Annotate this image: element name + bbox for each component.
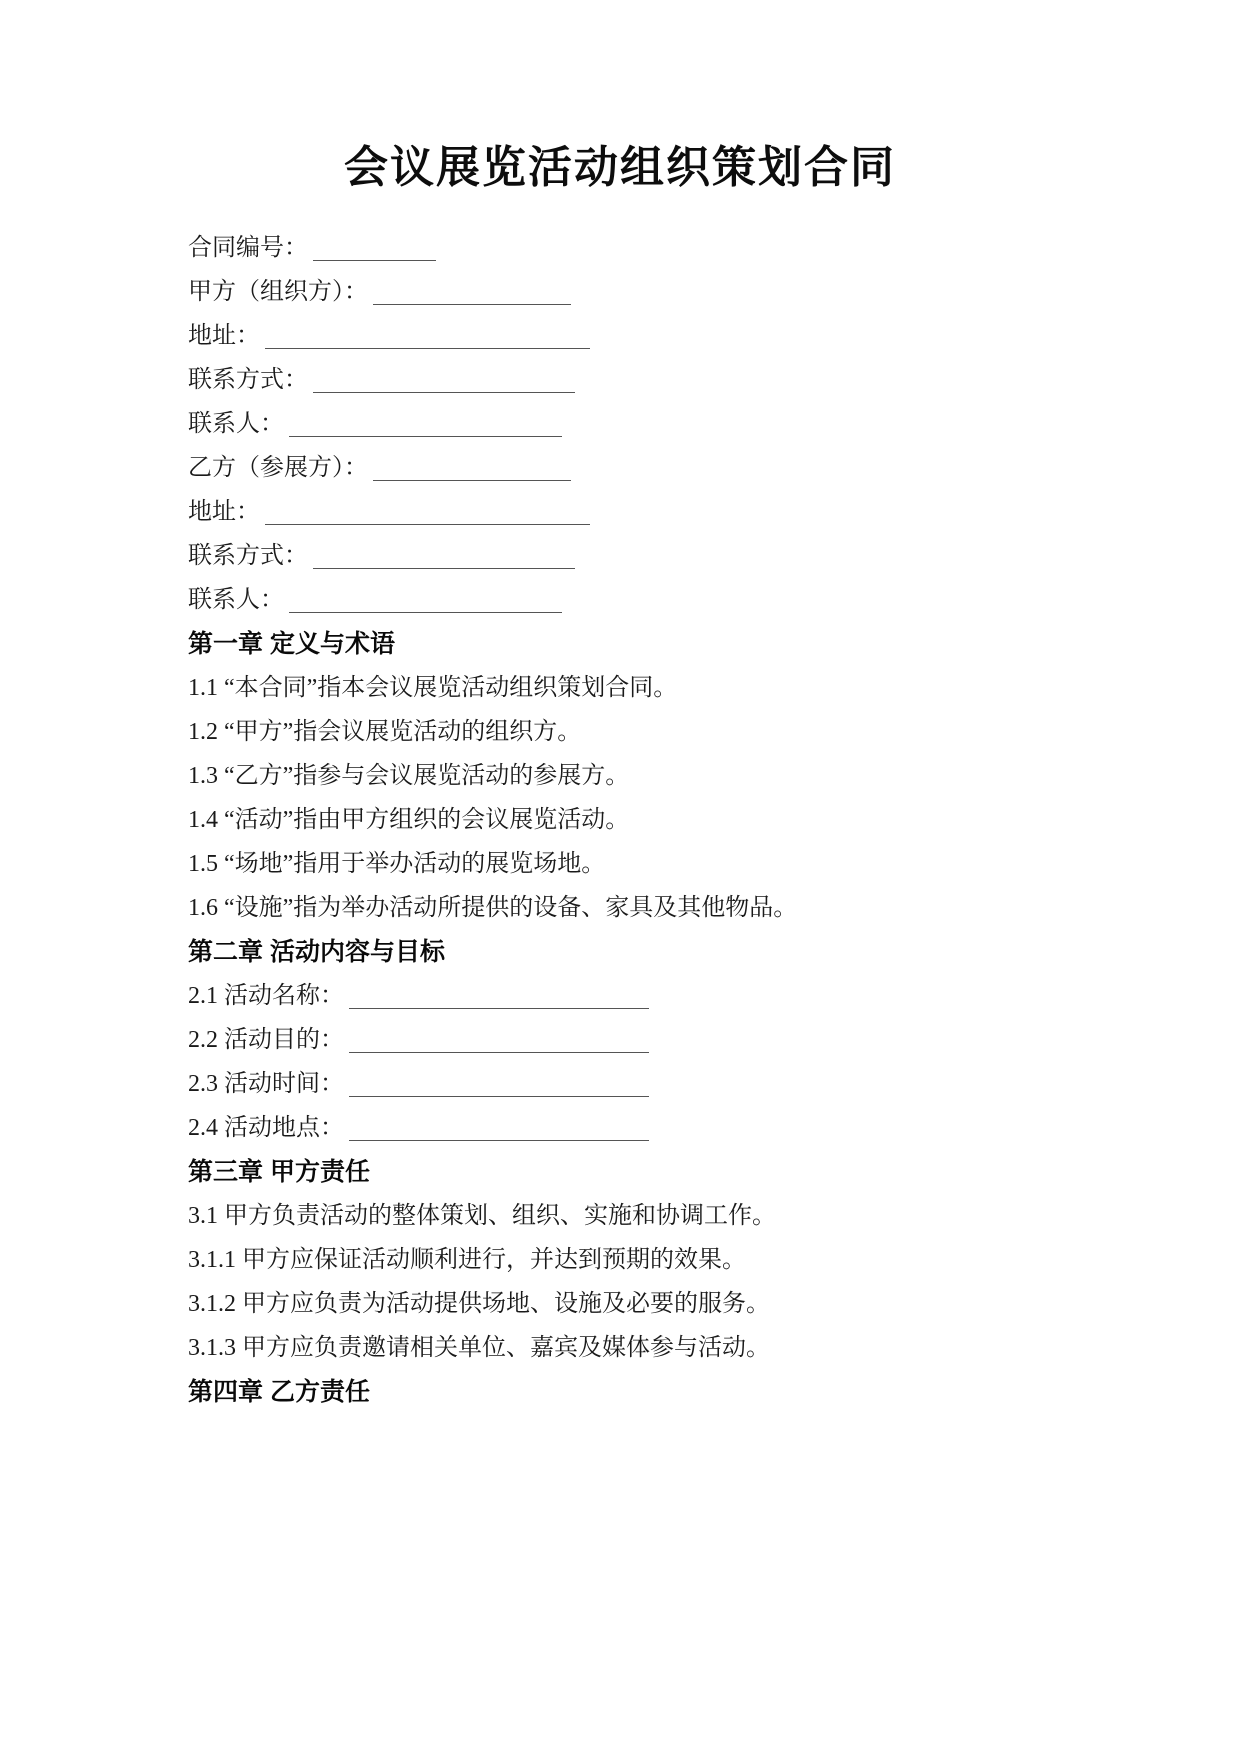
fill-in-blank [289, 434, 562, 437]
field-label: 合同编号： [188, 235, 308, 261]
field-label: 2.2 活动目的： [188, 1027, 344, 1053]
fill-in-blank [373, 302, 571, 305]
contract-clause: 1.4 “活动”指由甲方组织的会议展览活动。 [188, 807, 630, 833]
document-title: 会议展览活动组织策划合同 [344, 143, 896, 192]
contract-clause: 1.3 “乙方”指参与会议展览活动的参展方。 [188, 763, 630, 789]
field-line-activity-purpose [188, 1018, 1180, 1062]
fill-in-blank [349, 1138, 649, 1141]
fill-in-blank [289, 610, 562, 613]
field-label: 联系方式： [188, 543, 308, 569]
field-line-party-b [188, 446, 1180, 490]
contract-clause: 3.1.3 甲方应负责邀请相关单位、嘉宾及媒体参与活动。 [188, 1335, 770, 1361]
field-line-party-a-address [188, 314, 1180, 358]
fill-in-blank [373, 478, 571, 481]
field-label: 联系人： [188, 587, 284, 613]
field-label: 联系方式： [188, 367, 308, 393]
fill-in-blank [349, 1006, 649, 1009]
field-line-activity-name [188, 974, 1180, 1018]
field-label: 乙方（参展方）： [188, 455, 368, 481]
field-label: 地址： [188, 323, 260, 349]
fill-in-blank [313, 566, 575, 569]
field-line-party-b-contact-person [188, 578, 1180, 622]
field-line-activity-time [188, 1062, 1180, 1106]
chapter-2-heading: 第二章 活动内容与目标 [188, 938, 445, 966]
contract-clause: 3.1.1 甲方应保证活动顺利进行，并达到预期的效果。 [188, 1247, 746, 1273]
field-line-party-a-contact-person [188, 402, 1180, 446]
field-line-party-a-contact-info [188, 358, 1180, 402]
chapter-1-heading: 第一章 定义与术语 [188, 630, 395, 658]
contract-clause: 1.1 “本合同”指本会议展览活动组织策划合同。 [188, 675, 678, 701]
field-line-activity-location [188, 1106, 1180, 1150]
field-label: 联系人： [188, 411, 284, 437]
fill-in-blank [349, 1094, 649, 1097]
fill-in-blank [313, 390, 575, 393]
contract-clause: 1.5 “场地”指用于举办活动的展览场地。 [188, 851, 606, 877]
field-label: 2.3 活动时间： [188, 1071, 344, 1097]
contract-clause: 1.6 “设施”指为举办活动所提供的设备、家具及其他物品。 [188, 895, 798, 921]
field-line-party-a [188, 270, 1180, 314]
field-label: 地址： [188, 499, 260, 525]
contract-clause: 1.2 “甲方”指会议展览活动的组织方。 [188, 719, 582, 745]
contract-clause: 3.1 甲方负责活动的整体策划、组织、实施和协调工作。 [188, 1203, 776, 1229]
fill-in-blank [265, 522, 590, 525]
fill-in-blank [349, 1050, 649, 1053]
field-label: 2.1 活动名称： [188, 983, 344, 1009]
fill-in-blank [313, 258, 436, 261]
field-line-party-b-address [188, 490, 1180, 534]
field-label: 甲方（组织方）： [188, 279, 368, 305]
field-label: 2.4 活动地点： [188, 1115, 344, 1141]
field-line-contract-number [188, 226, 1180, 270]
document-body [188, 226, 1180, 1414]
field-line-party-b-contact-info [188, 534, 1180, 578]
chapter-3-heading: 第三章 甲方责任 [188, 1158, 370, 1186]
fill-in-blank [265, 346, 590, 349]
contract-clause: 3.1.2 甲方应负责为活动提供场地、设施及必要的服务。 [188, 1291, 770, 1317]
chapter-4-heading: 第四章 乙方责任 [188, 1378, 370, 1406]
